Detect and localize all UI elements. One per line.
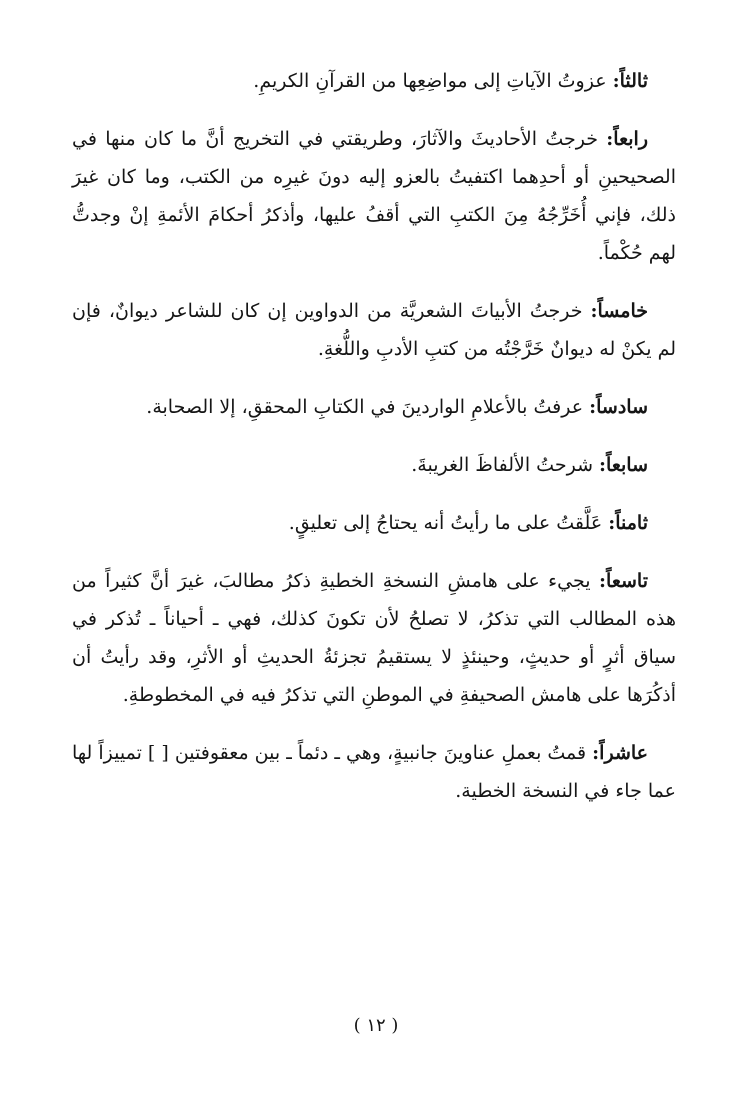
paragraph-tenth [72, 734, 676, 810]
page-body [72, 62, 676, 830]
paragraph-fifth [72, 292, 676, 368]
paragraph-text: عَلَّقتُ على ما رأيتُ أنه يحتاجُ إلى تعليقٍ. [288, 512, 609, 534]
paragraph-text: يجيء على هامشِ النسخةِ الخطيةِ ذكرُ مطالبَ، غيرَ أنَّ كثيراً من هذه المطالب التي تذكرُ، لا تصلحُ لأن تكونَ كذلك، فهي ـ أحياناً ـ تُذكر في سياق أثرٍ أو حديثٍ، وحينئذٍ لا يستقيمُ تجزئةُ الحديثِ أو الأثرِ، وقد رأيتُ أن أذكُرَها على هامش الصحيفةِ في الموطنِ التي تذكرُ فيه في المخطوطةِ. [72, 570, 676, 706]
paragraph-text: شرحتُ الألفاظَ الغريبةَ. [411, 454, 600, 476]
paragraph-eighth [72, 504, 676, 542]
paragraph-text: خرجتُ الأحاديثَ والآثارَ، وطريقتي في التخريج أنَّ ما كان منها في الصحيحينِ أو أحدِهما اكتفيتُ بالعزو إليه دونَ غيرِه من الكتب، وما كان غيرَ ذلك، فإني أُخَرِّجُهُ مِنَ الكتبِ التي أقفُ عليها، وأذكرُ أحكامَ الأئمةِ إنْ وجدتُّ لهم حُكْماً. [72, 128, 676, 264]
page-number: ( ١٢ ) [353, 1015, 399, 1036]
paragraph-text: قمتُ بعملِ عناوينَ جانبيةٍ، وهي ـ دئماً ـ بين معقوفتين [ ] تمييزاً لها عما جاء في النسخة الخطية. [72, 742, 676, 802]
paragraph-label: خامساً: [590, 300, 648, 322]
paragraph-text: خرجتُ الأبياتَ الشعريَّة من الدواوين إن كان للشاعر ديوانٌ، فإن لم يكنْ له ديوانٌ خَرَّجْتُه من كتبِ الأدبِ واللُّغةِ. [72, 300, 676, 360]
paragraph-third [72, 62, 676, 100]
paragraph-label: عاشراً: [592, 742, 648, 764]
paragraph-label: ثامناً: [608, 512, 648, 534]
paragraph-label: ثالثاً: [612, 70, 648, 92]
paragraph-text: عرفتُ بالأعلامِ الواردينَ في الكتابِ المحققِ، إلا الصحابة. [146, 396, 590, 418]
paragraph-fourth [72, 120, 676, 272]
paragraph-ninth [72, 562, 676, 714]
paragraph-text: عزوتُ الآياتِ إلى مواضِعِها من القرآنِ الكريمِ. [253, 70, 613, 92]
paragraph-label: تاسعاً: [599, 570, 648, 592]
paragraph-label: رابعاً: [606, 128, 648, 150]
paragraph-label: سادساً: [589, 396, 648, 418]
paragraph-seventh [72, 446, 676, 484]
paragraph-label: سابعاً: [599, 454, 648, 476]
paragraph-sixth [72, 388, 676, 426]
